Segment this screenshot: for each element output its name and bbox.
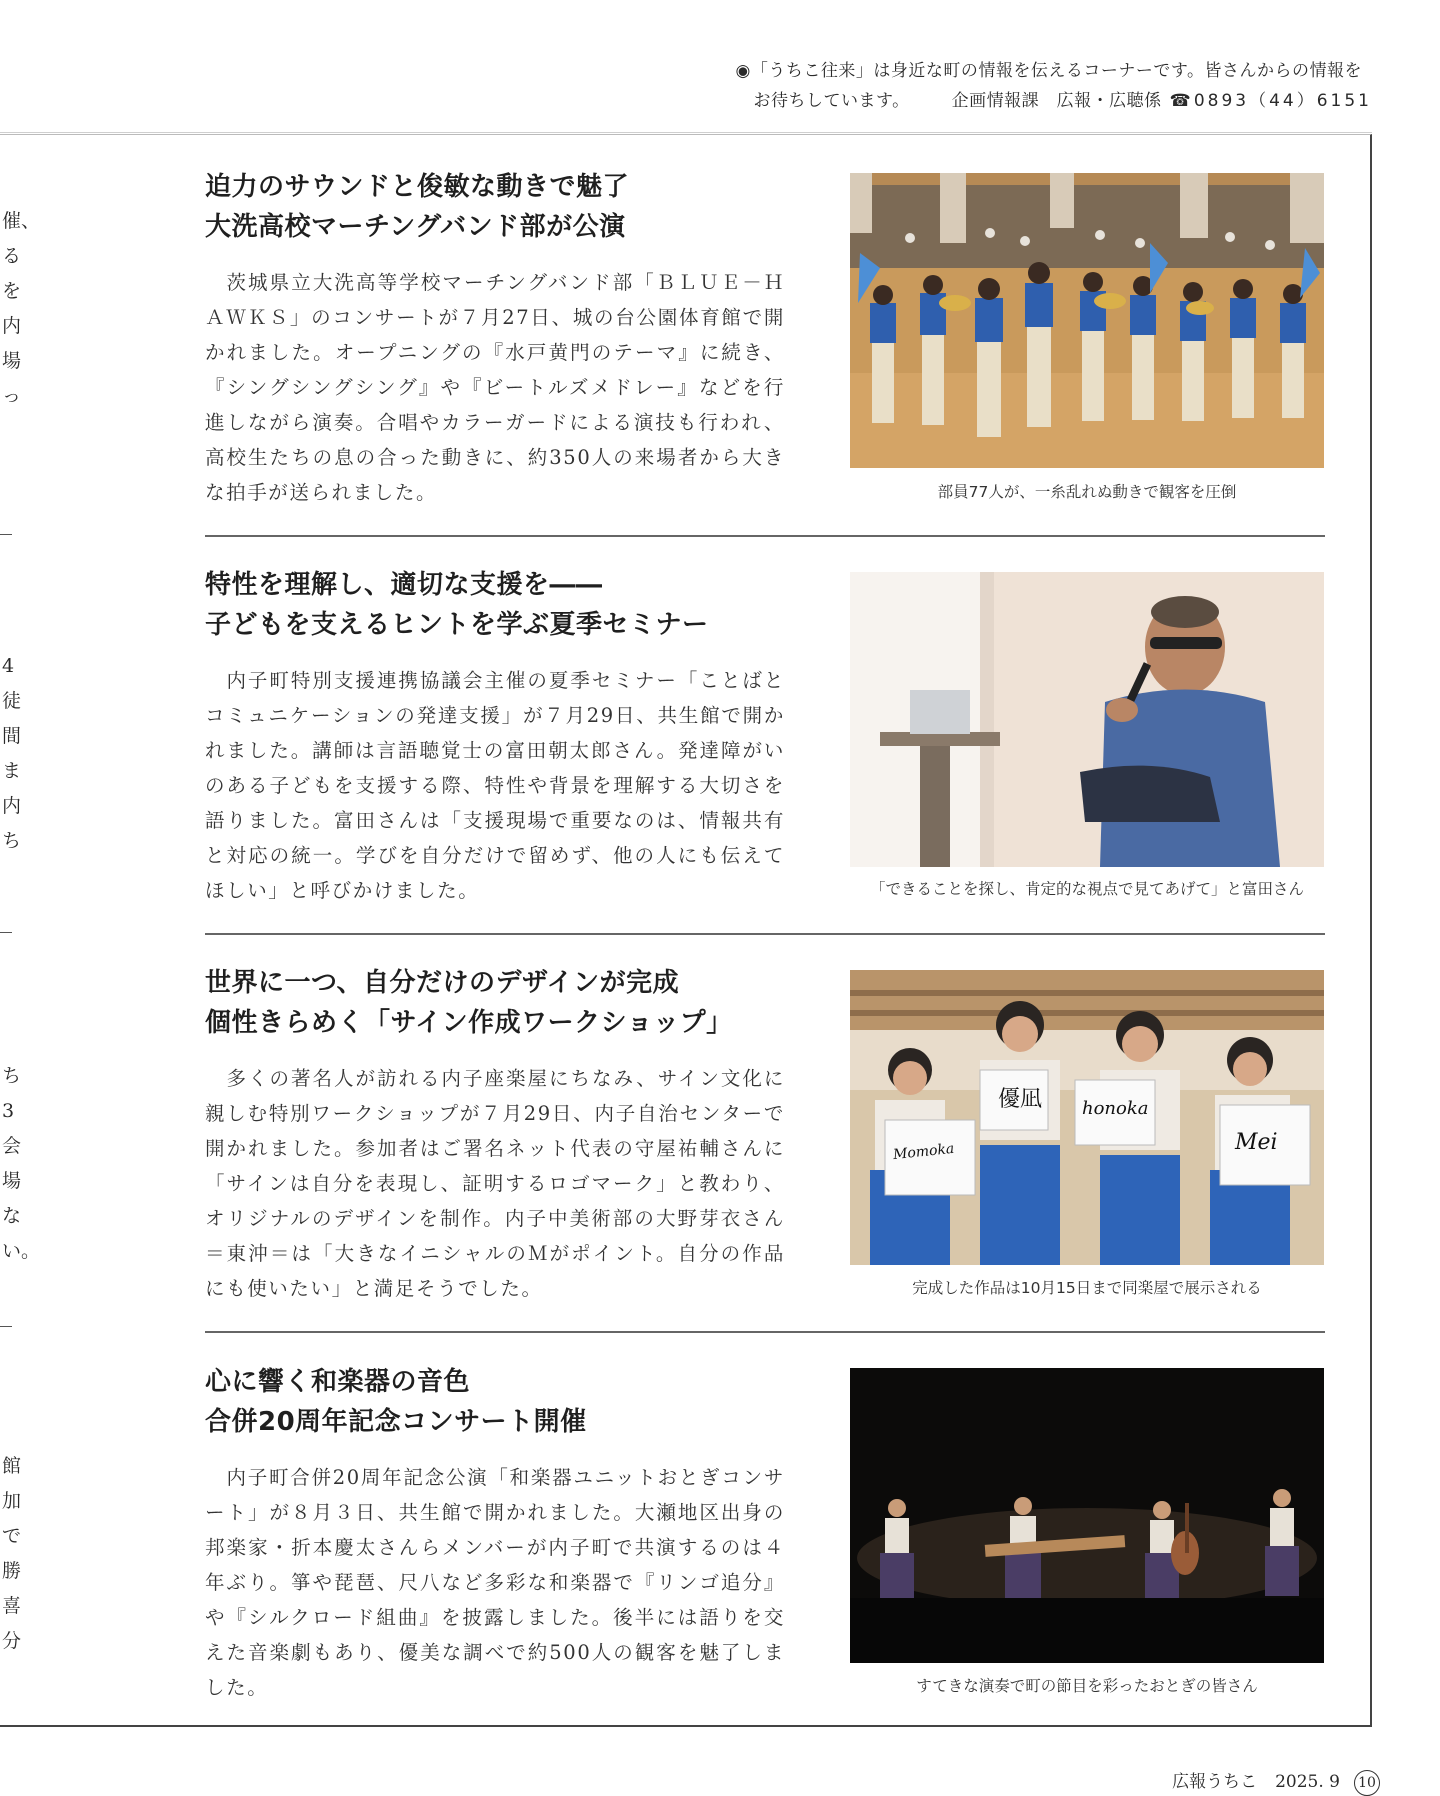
article-sign-workshop [205,963,1325,1300]
headline-line2: 個性きらめく「サイン作成ワークショップ」 [205,1008,733,1038]
article-wagakki-concert [205,1362,1325,1699]
page-number: 10 [1354,1770,1380,1796]
photo-caption: すてきな演奏で町の節目を彩ったおとぎの皆さん [916,1677,1258,1695]
headline-line2: 大洗高校マーチングバンド部が公演 [205,212,626,242]
photo-caption: 部員77人が、一糸乱れぬ動きで観客を圧倒 [937,483,1237,501]
sliver-text-2: 4徒間ま内ち [2,655,22,852]
article-body: 多くの著名人が訪れる内子座楽屋にちなみ、サイン文化に親しむ特別ワークショップが７月29日、内子自治センターで開かれました。参加者はご署名ネット代表の守屋祐輔さんに「サインは自分を表現し、証明するロゴマーク」と教わり、オリジナルのデザインを制作。内子中美術部の大野芽衣さん＝東沖＝は「大きなイニシャルのＭがポイント。自分の作品にも使いたい」と満足そうでした。 [205,1067,785,1300]
headline-line2: 合併20周年記念コンサート開催 [205,1407,587,1437]
issue-date: 2025. 9 [1275,1772,1340,1792]
article-divider [205,933,1325,935]
article-seminar [205,565,1325,902]
photo-sign-workshop [850,970,1324,1265]
top-rule [0,132,1372,133]
headline-line1: 心に響く和楽器の音色 [205,1367,471,1397]
corner-header [736,56,1372,116]
photo-marching-band [850,173,1324,468]
sign-card-4: Mei [1235,1130,1278,1155]
photo-seminar-speaker [850,572,1324,867]
neighbour-column-sliver [0,134,41,1724]
header-line2 [736,86,1372,116]
headline-line1: 特性を理解し、適切な支援を―― [205,570,603,600]
sliver-text-1: 催、る を内場っ [2,210,41,407]
sliver-text-4: 館加で勝喜分 [2,1455,22,1652]
article-body: 内子町合併20周年記念公演「和楽器ユニットおとぎコンサート」が８月３日、共生館で開かれました。大瀬地区出身の邦楽家・折本慶太さんらメンバーが内子町で共演するのは４年ぶり。箏や琵琶、尺八など多彩な和楽器で『リンゴ追分』や『シルクロード組曲』を披露しました。後半には語りを交えた音楽劇もあり、優美な調べで約500人の観客を魅了しました。 [205,1466,785,1699]
header-department: 企画情報課 広報・広聴係 [951,91,1162,111]
page-footer [1172,1767,1380,1796]
sliver-rule [0,1326,12,1327]
sign-card-3: honoka [1082,1098,1149,1119]
sign-card-2: 優凪 [997,1087,1042,1112]
article-divider [205,535,1325,537]
photo-concert-stage [850,1368,1324,1663]
article-marching-band [205,167,1325,504]
sign-card-1: Momoka [892,1140,956,1164]
sliver-rule [0,932,12,933]
article-body: 茨城県立大洗高等学校マーチングバンド部「ＢＬＵＥ－ＨＡＷＫＳ」のコンサートが７月27日、城の台公園体育館で開かれました。オープニングの『水戸黄門のテーマ』に続き、『シングシングシング』や『ビートルズメドレー』などを行進しながら演奏。合唱やカラーガードによる演技も行われ、高校生たちの息の合った動きに、約350人の来場者から大きな拍手が送られました。 [205,271,785,504]
publication-name: 広報うちこ [1172,1772,1258,1792]
article-body: 内子町特別支援連携協議会主催の夏季セミナー「ことばとコミュニケーションの発達支援」が７月29日、共生館で開かれました。講師は言語聴覚士の富田朝太郎さん。発達障がいのある子どもを支援する際、特性や背景を理解する大切さを語りました。富田さんは「支援現場で重要なのは、情報共有と対応の統一。学びを自分だけで留めず、他の人にも伝えてほしい」と呼びかけました。 [205,669,785,902]
headline-line1: 迫力のサウンドと俊敏な動きで魅了 [205,172,630,202]
headline-line1: 世界に一つ、自分だけのデザインが完成 [205,968,680,998]
header-tel: ☎0893（44）6151 [1169,91,1372,111]
photo-caption: 完成した作品は10月15日まで同楽屋で展示される [912,1279,1262,1297]
header-line1: ◉「うちこ往来」は身近な町の情報を伝えるコーナーです。皆さんからの情報を [735,61,1362,81]
header-wait-text: お待ちしています。 [753,91,910,111]
article-divider [205,1331,1325,1333]
sliver-rule [0,534,12,535]
sliver-text-3: ち3会場ない。 [2,1065,41,1262]
headline-line2: 子どもを支えるヒントを学ぶ夏季セミナー [205,610,709,640]
photo-caption: 「できることを探し、肯定的な視点で見てあげて」と富田さん [869,880,1304,898]
